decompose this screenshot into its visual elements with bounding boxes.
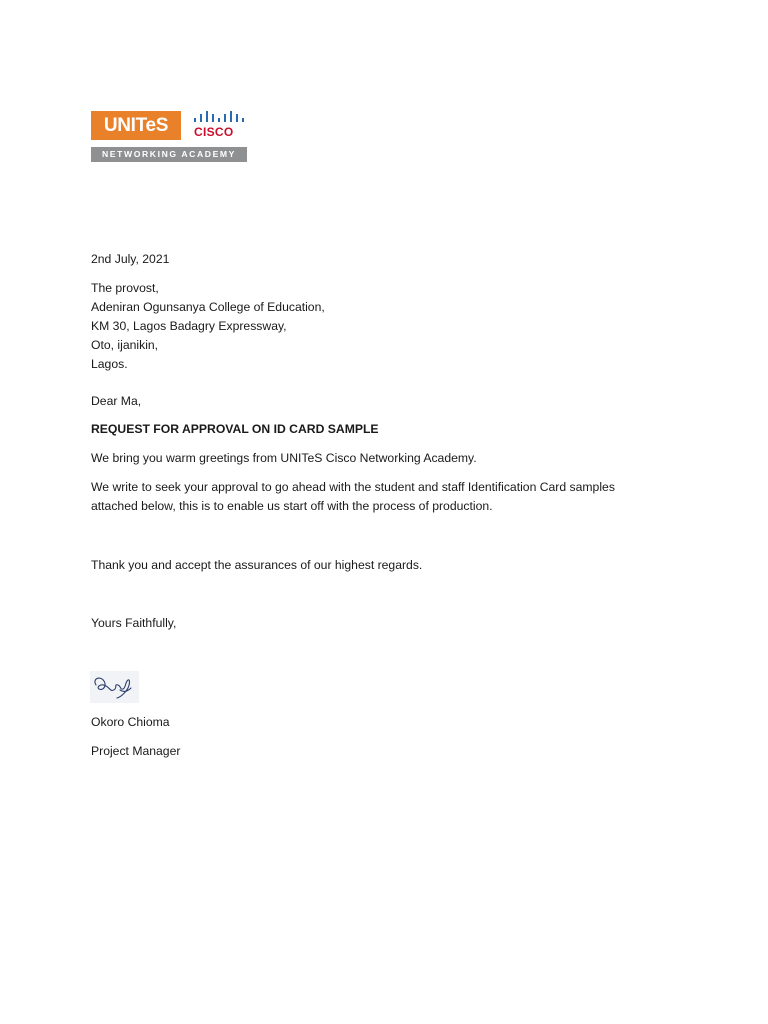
unites-cisco-networking-academy-logo — [91, 111, 247, 162]
networking-academy-banner: NETWORKING ACADEMY — [91, 147, 247, 162]
address-line: The provost, — [91, 281, 159, 295]
greeting-paragraph: We bring you warm greetings from UNITeS Cisco Networking Academy. — [91, 451, 477, 465]
signature-image — [90, 671, 139, 703]
address-line: Adeniran Ogunsanya College of Education, — [91, 300, 325, 314]
salutation: Dear Ma, — [91, 394, 142, 408]
cisco-logo — [191, 111, 247, 141]
signature-icon — [90, 671, 139, 703]
body-line: We write to seek your approval to go ahead with the student and staff Identification Card samples — [91, 480, 615, 494]
signer-title: Project Manager — [91, 744, 181, 758]
cisco-bars-icon — [191, 111, 247, 125]
thanks-paragraph: Thank you and accept the assurances of our highest regards. — [91, 558, 423, 572]
signer-name: Okoro Chioma — [91, 715, 170, 729]
closing: Yours Faithfully, — [91, 616, 177, 630]
address-line: Lagos. — [91, 357, 128, 371]
body-line: attached below, this is to enable us start off with the process of production. — [91, 499, 493, 513]
letter-subject: REQUEST FOR APPROVAL ON ID CARD SAMPLE — [91, 422, 379, 436]
address-line: Oto, ijanikin, — [91, 338, 159, 352]
unites-logo-text: UNITeS — [91, 111, 181, 140]
address-line: KM 30, Lagos Badagry Expressway, — [91, 319, 287, 333]
letter-date: 2nd July, 2021 — [91, 252, 170, 266]
cisco-logo-text: CISCO — [194, 125, 234, 139]
